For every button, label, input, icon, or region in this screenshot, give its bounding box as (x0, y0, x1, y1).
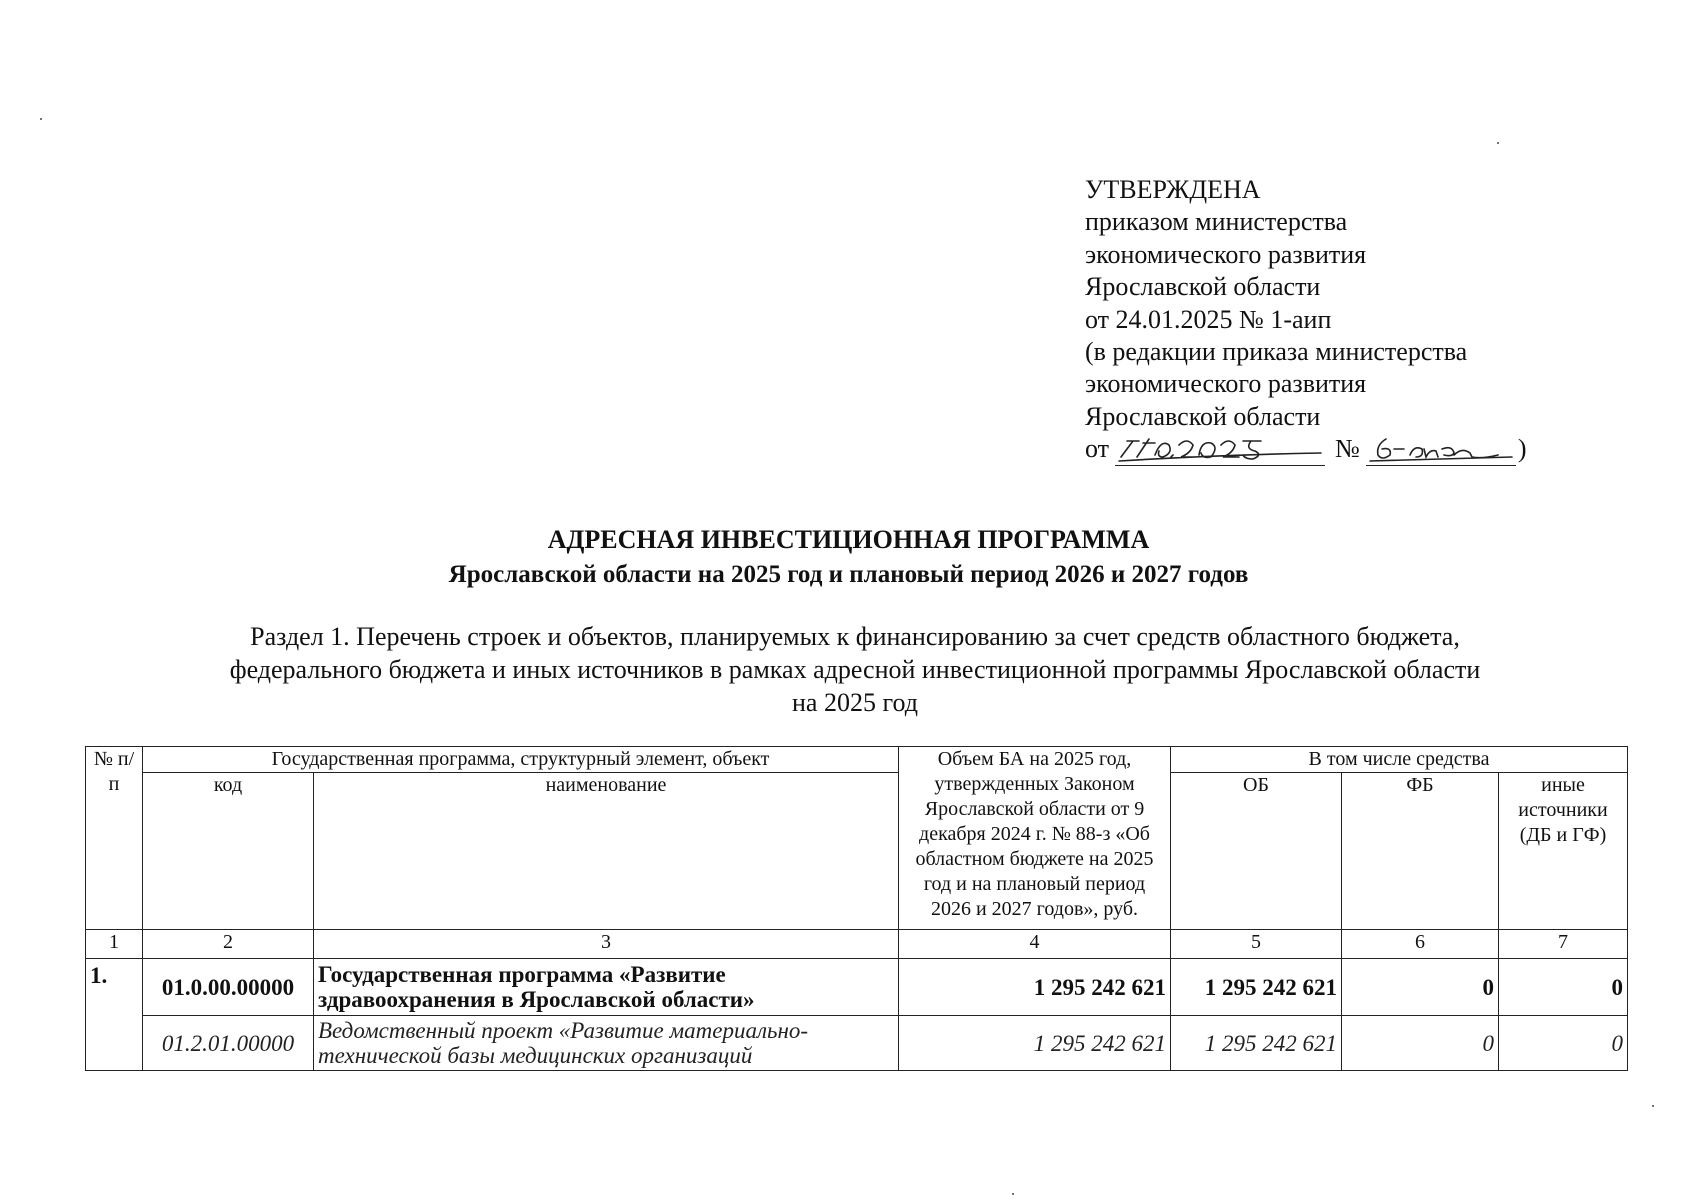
column-number: 5 (1171, 930, 1342, 959)
approval-line: УТВЕРЖДЕНА (1085, 175, 1261, 204)
section-heading (140, 620, 1570, 719)
document-subtitle: Ярославской области на 2025 год и плановый период 2026 и 2027 годов (448, 561, 1249, 588)
column-number: 7 (1499, 930, 1628, 959)
approval-line: Ярославской области (1085, 401, 1321, 431)
number-label: № (1335, 434, 1360, 464)
from-label: от (1085, 434, 1110, 464)
column-number: 6 (1342, 930, 1499, 959)
column-number: 1 (86, 930, 143, 959)
row-ob: 1 295 242 621 (1171, 959, 1342, 1016)
approval-block (1085, 174, 1527, 466)
investment-table (85, 746, 1628, 1071)
document-title: АДРЕСНАЯ ИНВЕСТИЦИОННАЯ ПРОГРАММА (547, 525, 1150, 554)
row-fb: 0 (1342, 959, 1499, 1016)
row-code: 01.0.00.00000 (143, 959, 314, 1016)
column-number-row (86, 930, 1628, 959)
close-paren: ) (1517, 434, 1527, 464)
header-program-group: Государственная программа, структурный элемент, объект (143, 747, 899, 773)
column-number: 2 (143, 930, 314, 959)
header-row (86, 773, 1628, 930)
approval-line: экономического развития (1085, 239, 1367, 269)
scan-speck (40, 118, 42, 120)
header-ob: ОБ (1171, 773, 1342, 930)
row-name: Государственная программа «Развитие здравоохранения в Ярославской области» (314, 959, 899, 1016)
approval-line: приказом министерства (1085, 207, 1348, 237)
header-row (86, 747, 1628, 773)
row-code: 01.2.01.00000 (143, 1016, 314, 1071)
section-line: федерального бюджета и иных источников в рамках адресной инвестиционной программы Ярославской области (229, 655, 1481, 684)
header-including: В том числе средства (1171, 747, 1628, 773)
scan-speck (1652, 1105, 1654, 1107)
row-volume: 1 295 242 621 (899, 1016, 1171, 1071)
handwritten-date-signature (1115, 431, 1325, 465)
column-number: 3 (314, 930, 899, 959)
scan-speck (1497, 142, 1499, 144)
scan-speck (1012, 1193, 1014, 1195)
row-volume: 1 295 242 621 (899, 959, 1171, 1016)
approval-line: экономического развития (1085, 369, 1367, 399)
header-code: код (143, 773, 314, 930)
header-fb: ФБ (1342, 773, 1499, 930)
header-other: иные источники (ДБ и ГФ) (1499, 773, 1628, 930)
amendment-date-line (1085, 433, 1527, 465)
row-other: 0 (1499, 959, 1628, 1016)
header-num: № п/п (86, 747, 143, 930)
handwritten-date-field (1115, 435, 1325, 466)
approval-line: Ярославской области (1085, 272, 1321, 302)
row-ob: 1 295 242 621 (1171, 1016, 1342, 1071)
row-fb: 0 (1342, 1016, 1499, 1071)
row-other: 0 (1499, 1016, 1628, 1071)
column-number: 4 (899, 930, 1171, 959)
section-line: Раздел 1. Перечень строек и объектов, планируемых к финансированию за счет средств областного бюджета, (250, 622, 1460, 651)
approval-line: от 24.01.2025 № 1-аип (1085, 304, 1332, 334)
approval-line: (в редакции приказа министерства (1085, 337, 1468, 367)
handwritten-number-signature (1366, 431, 1516, 465)
header-volume: Объем БА на 2025 год, утвержденных Законом Ярославской области от 9 декабря 2024 г. № 88-з «Об областном бюджете на 2025 год и на плановый период 2026 и 2027 годов», руб. (899, 747, 1171, 930)
row-name: Ведомственный проект «Развитие материально-технической базы медицинских организаций (314, 1016, 899, 1071)
row-num: 1. (86, 959, 143, 1071)
table-row (86, 959, 1628, 1016)
handwritten-number-field (1366, 435, 1516, 466)
header-name: наименование (314, 773, 899, 930)
table-row (86, 1016, 1628, 1071)
section-line: на 2025 год (792, 688, 918, 717)
